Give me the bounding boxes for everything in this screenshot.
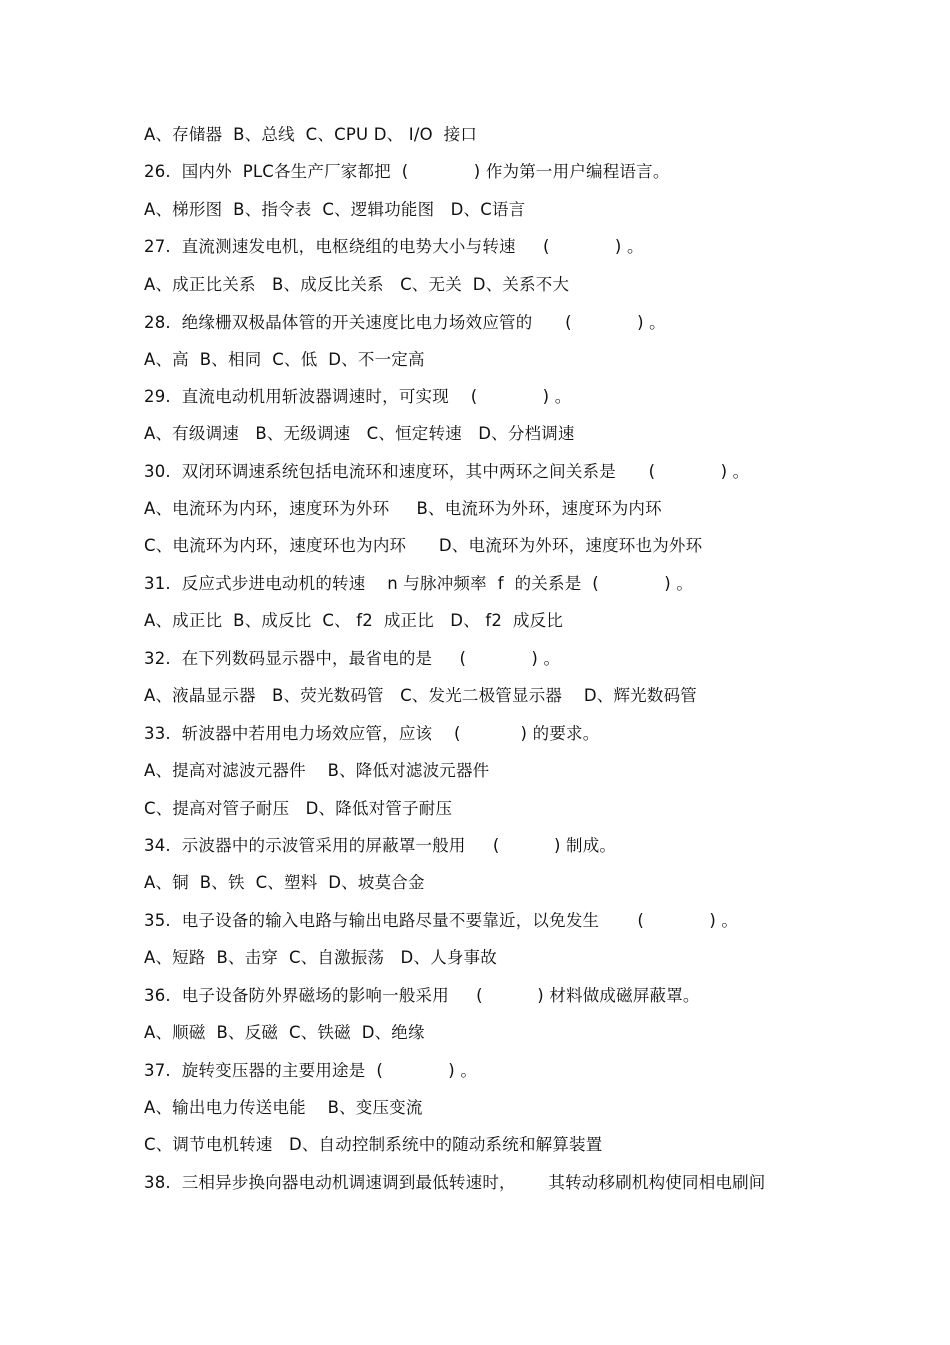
question-line: 28. 绝缘栅双极晶体管的开关速度比电力场效应管的 ( ) 。 bbox=[144, 313, 666, 332]
question-line: 27. 直流测速发电机，电枢绕组的电势大小与转速 ( ) 。 bbox=[144, 237, 644, 256]
question-line: 37. 旋转变压器的主要用途是 ( ) 。 bbox=[144, 1061, 478, 1080]
option-line: A、梯形图 B、指令表 C、逻辑功能图 D、C语言 bbox=[144, 200, 526, 219]
question-line: 30. 双闭环调速系统包括电流环和速度环，其中两环之间关系是 ( ) 。 bbox=[144, 462, 750, 481]
option-line: A、存储器 B、总线 C、CPU D、 I/O 接口 bbox=[144, 125, 478, 144]
option-line: A、液晶显示器 B、荧光数码管 C、发光二极管显示器 D、辉光数码管 bbox=[144, 686, 697, 705]
question-line: 26. 国内外 PLC各生产厂家都把 ( ) 作为第一用户编程语言。 bbox=[144, 162, 670, 181]
option-line: A、有级调速 B、无级调速 C、恒定转速 D、分档调速 bbox=[144, 424, 575, 443]
question-line: 38. 三相异步换向器电动机调速调到最低转速时， 其转动移刷机构使同相电刷间 bbox=[144, 1173, 766, 1192]
question-line: 36. 电子设备防外界磁场的影响一般采用 ( ) 材料做成磁屏蔽罩。 bbox=[144, 986, 700, 1005]
option-line: C、电流环为内环，速度环也为内环 D、电流环为外环，速度环也为外环 bbox=[144, 536, 703, 555]
question-line: 35. 电子设备的输入电路与输出电路尽量不要靠近，以免发生 ( ) 。 bbox=[144, 911, 739, 930]
question-line: 32. 在下列数码显示器中，最省电的是 ( ) 。 bbox=[144, 649, 561, 668]
question-line: 33. 斩波器中若用电力场效应管，应该 ( ) 的要求。 bbox=[144, 724, 600, 743]
option-line: A、短路 B、击穿 C、自激振荡 D、人身事故 bbox=[144, 948, 497, 967]
option-line: A、输出电力传送电能 B、变压变流 bbox=[144, 1098, 423, 1117]
option-line: A、提高对滤波元器件 B、降低对滤波元器件 bbox=[144, 761, 490, 780]
option-line: A、高 B、相同 C、低 D、不一定高 bbox=[144, 350, 425, 369]
question-line: 29. 直流电动机用斩波器调速时，可实现 ( ) 。 bbox=[144, 387, 572, 406]
question-line: 31. 反应式步进电动机的转速 n 与脉冲频率 f 的关系是 ( ) 。 bbox=[144, 574, 694, 593]
option-line: C、提高对管子耐压 D、降低对管子耐压 bbox=[144, 799, 453, 818]
option-line: A、电流环为内环，速度环为外环 B、电流环为外环，速度环为内环 bbox=[144, 499, 662, 518]
option-line: A、成正比 B、成反比 C、 f2 成正比 D、 f2 成反比 bbox=[144, 611, 564, 630]
question-line: 34. 示波器中的示波管采用的屏蔽罩一般用 ( ) 制成。 bbox=[144, 836, 617, 855]
option-line: A、铜 B、铁 C、塑料 D、坡莫合金 bbox=[144, 873, 425, 892]
option-line: C、调节电机转速 D、自动控制系统中的随动系统和解算装置 bbox=[144, 1135, 603, 1154]
option-line: A、成正比关系 B、成反比关系 C、无关 D、关系不大 bbox=[144, 275, 570, 294]
option-line: A、顺磁 B、反磁 C、铁磁 D、绝缘 bbox=[144, 1023, 425, 1042]
